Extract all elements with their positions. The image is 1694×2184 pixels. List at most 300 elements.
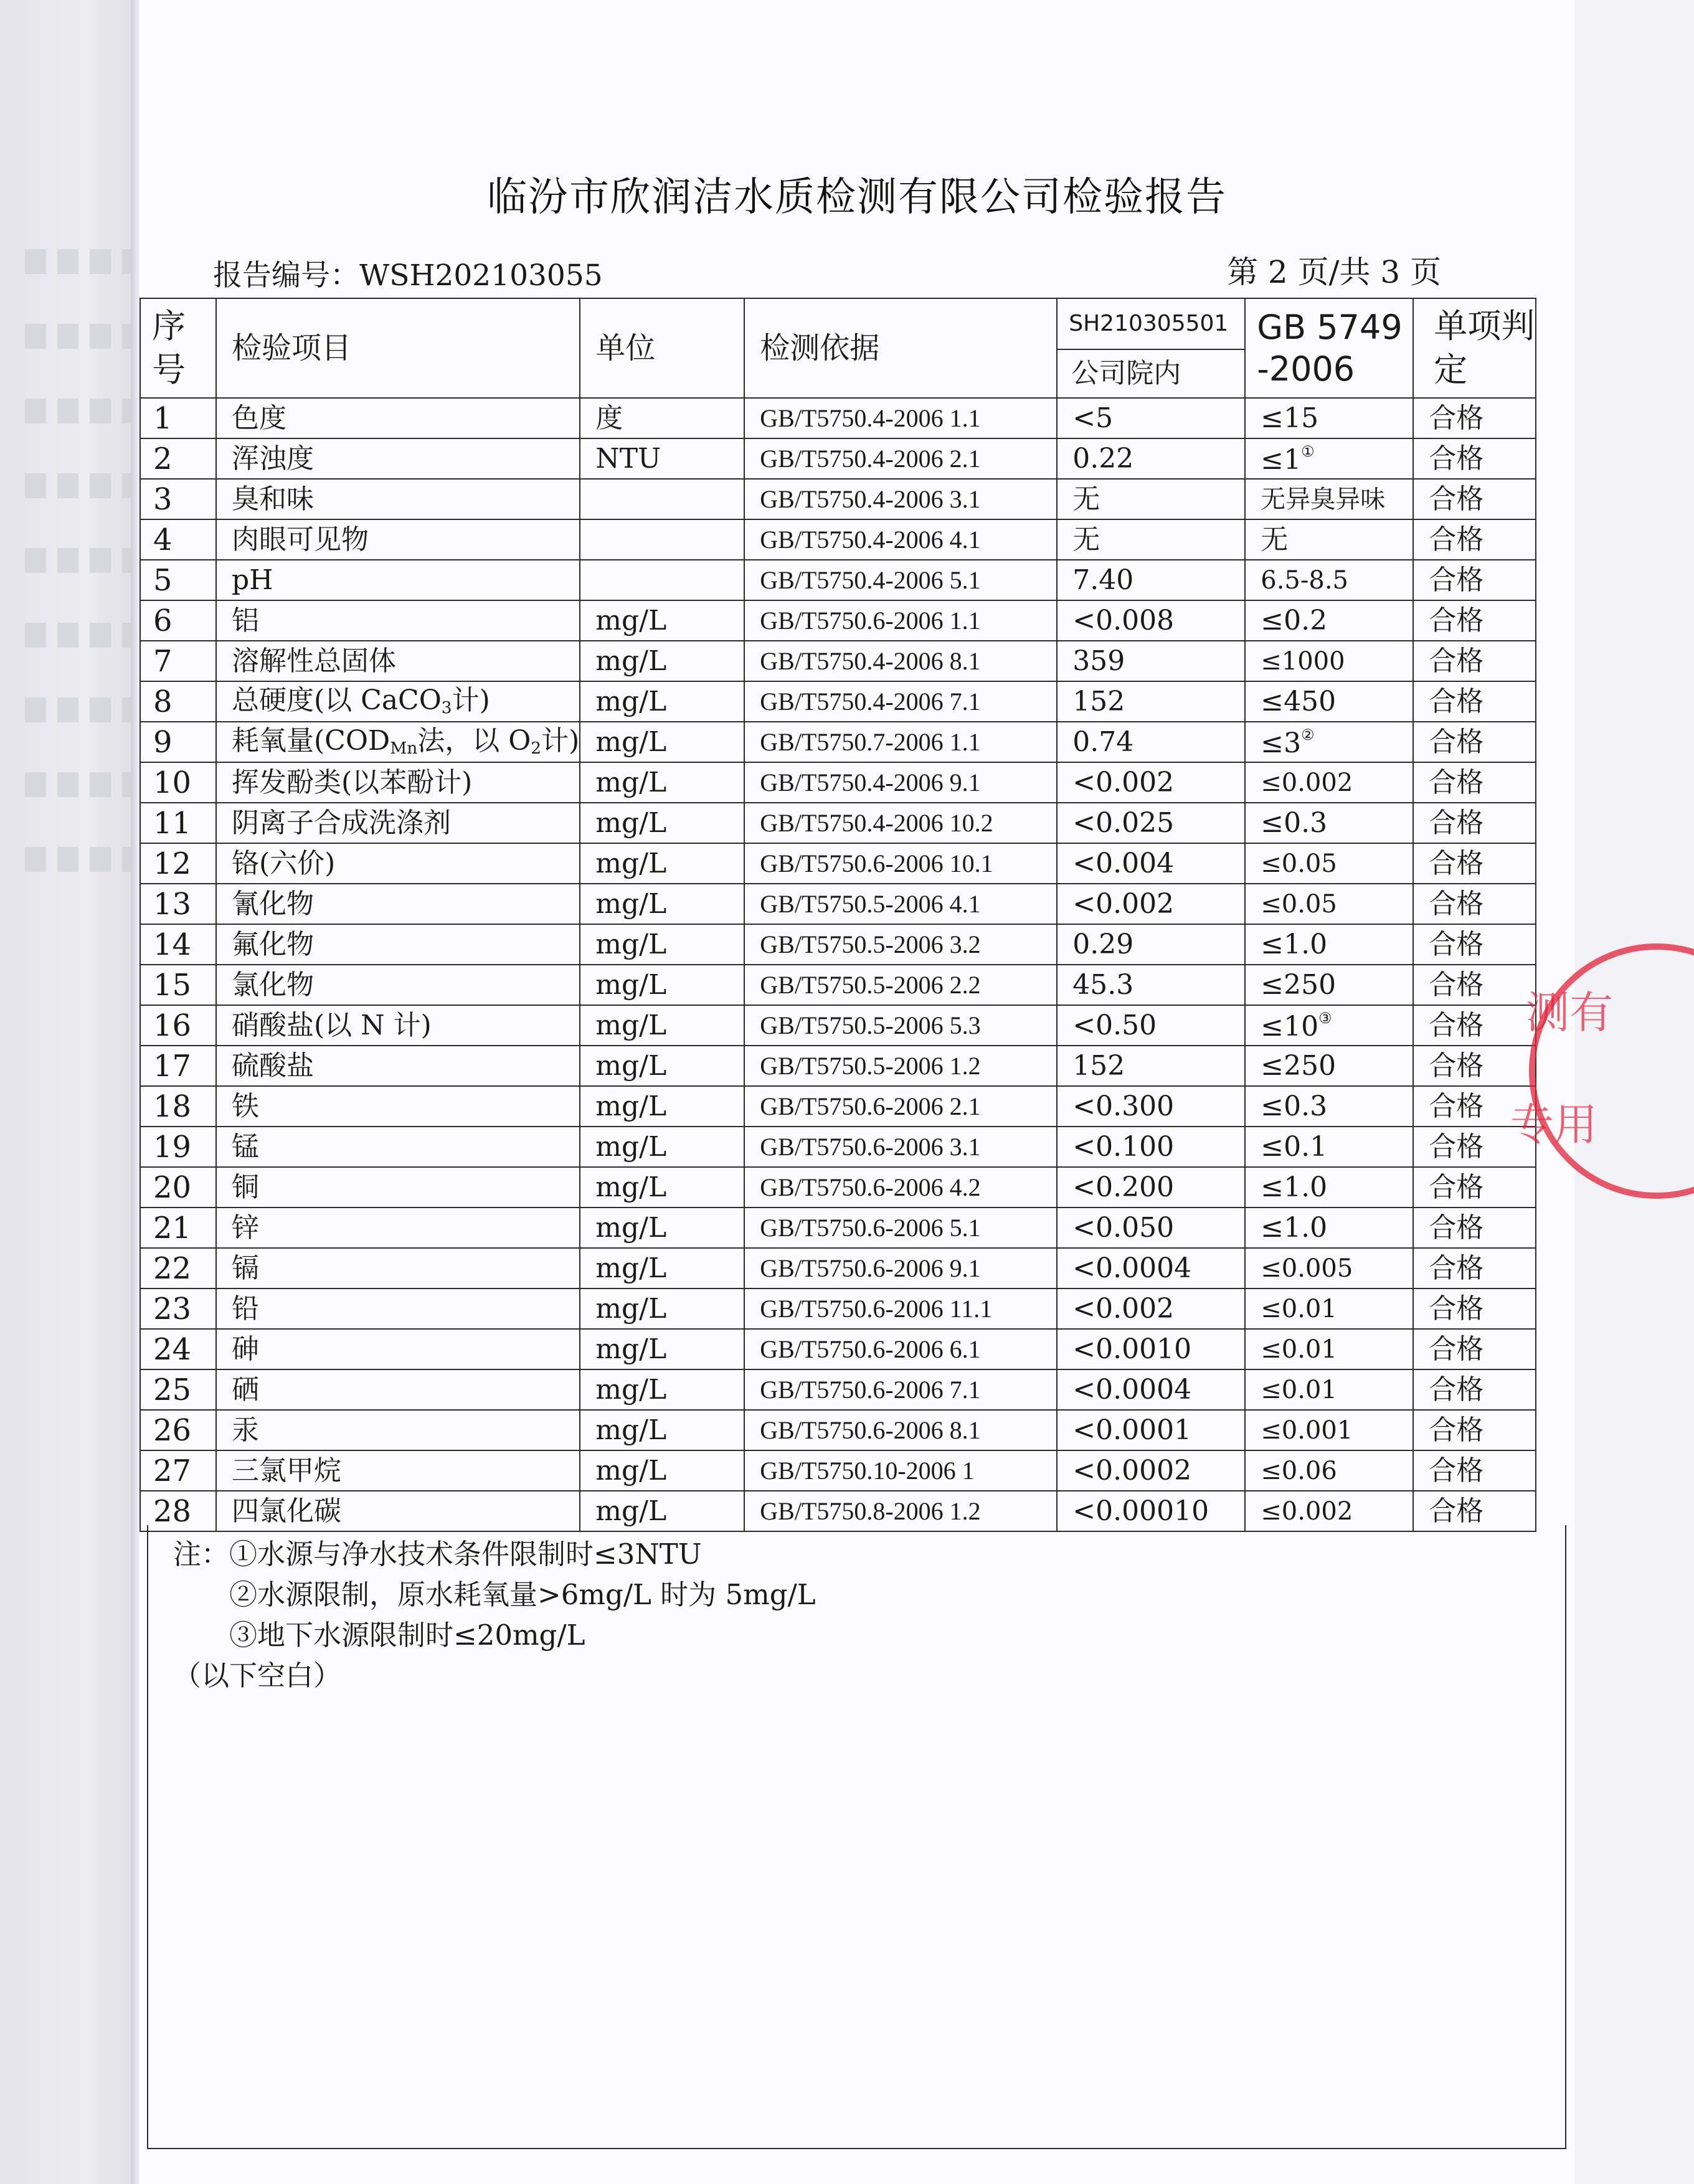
underlying-page-text: [25, 548, 131, 573]
row-number: 2: [140, 438, 216, 479]
underlying-page-text: [25, 399, 131, 423]
test-result: 7.40: [1057, 560, 1245, 600]
row-number: 19: [140, 1127, 216, 1167]
unit: [580, 479, 744, 519]
test-basis: GB/T5750.8-2006 1.2: [744, 1491, 1057, 1531]
item-name-item: 色度: [232, 402, 286, 434]
test-result: <0.300: [1057, 1086, 1245, 1127]
test-basis: GB/T5750.4-2006 2.1: [744, 438, 1057, 479]
standard-limit: [1245, 762, 1413, 803]
row-number: 17: [140, 1046, 216, 1086]
table-row: [140, 843, 1536, 884]
row-number: 6: [140, 600, 216, 641]
test-basis: GB/T5750.5-2006 4.1: [744, 884, 1057, 924]
unit: mg/L: [580, 1167, 744, 1208]
standard-limit: [1245, 1086, 1413, 1127]
table-row: [140, 398, 1536, 438]
test-basis: GB/T5750.5-2006 5.3: [744, 1005, 1057, 1046]
test-basis: GB/T5750.6-2006 10.1: [744, 843, 1057, 884]
row-number: 10: [140, 762, 216, 803]
limit-value: ≤0.005: [1261, 1254, 1353, 1283]
table-row: [140, 1248, 1536, 1288]
test-basis: GB/T5750.6-2006 3.1: [744, 1127, 1057, 1167]
item-name: [216, 398, 580, 438]
unit: mg/L: [580, 1288, 744, 1329]
unit: mg/L: [580, 965, 744, 1005]
limit-value: ≤15: [1261, 402, 1319, 434]
row-number: 20: [140, 1167, 216, 1208]
row-number: 16: [140, 1005, 216, 1046]
report-number: 报告编号：WSH202103055: [213, 258, 603, 293]
row-number: 1: [140, 398, 216, 438]
test-basis: GB/T5750.6-2006 2.1: [744, 1086, 1057, 1127]
test-basis: GB/T5750.6-2006 5.1: [744, 1208, 1057, 1248]
item-name-item-tail: 计): [452, 684, 490, 716]
limit-value: ≤0.05: [1261, 889, 1337, 919]
limit-value: ≤0.002: [1261, 1496, 1353, 1526]
unit: mg/L: [580, 1046, 744, 1086]
table-row: [140, 438, 1536, 479]
table-row: [140, 803, 1536, 843]
header-sample-id: SH210305501: [1057, 298, 1245, 349]
standard-limit: [1245, 722, 1413, 762]
item-name: [216, 1208, 580, 1248]
underlying-page-text: [25, 697, 131, 722]
row-number: 26: [140, 1410, 216, 1450]
seal-text-top: 测有: [1526, 987, 1613, 1038]
test-basis: GB/T5750.4-2006 8.1: [744, 641, 1057, 681]
unit: mg/L: [580, 1086, 744, 1127]
limit-value: 无异臭异味: [1261, 485, 1386, 514]
underlying-page-text: [25, 847, 131, 872]
limit-value: ≤1000: [1261, 646, 1345, 676]
limit-footnote-mark: ③: [1318, 1009, 1332, 1027]
table-row: [140, 519, 1536, 560]
test-result: <0.002: [1057, 1288, 1245, 1329]
unit: [580, 519, 744, 560]
header-unit: 单位: [580, 298, 744, 398]
item-name: [216, 803, 580, 843]
item-name: [216, 843, 580, 884]
verdict: 合格: [1413, 924, 1536, 965]
verdict: 合格: [1413, 884, 1536, 924]
page-fold-shadow: [131, 0, 140, 2184]
verdict: 合格: [1413, 1167, 1536, 1208]
unit: NTU: [580, 438, 744, 479]
row-number: 9: [140, 722, 216, 762]
standard-limit: [1245, 681, 1413, 722]
verdict: 合格: [1413, 1491, 1536, 1531]
item-name: [216, 1369, 580, 1410]
unit: mg/L: [580, 843, 744, 884]
item-name-item-sub: Mn: [390, 738, 418, 758]
test-result: <0.00010: [1057, 1491, 1245, 1531]
test-result: <0.002: [1057, 762, 1245, 803]
unit: mg/L: [580, 762, 744, 803]
verdict: 合格: [1413, 803, 1536, 843]
unit: mg/L: [580, 1450, 744, 1491]
verdict: 合格: [1413, 965, 1536, 1005]
item-name-item-sub: 3: [441, 697, 452, 717]
limit-value: ≤1.0: [1261, 1211, 1328, 1244]
unit: mg/L: [580, 641, 744, 681]
unit: mg/L: [580, 884, 744, 924]
item-name-item: 溶解性总固体: [232, 645, 396, 677]
item-name-item: 铜: [232, 1171, 259, 1203]
test-result: <0.100: [1057, 1127, 1245, 1167]
item-name: [216, 1167, 580, 1208]
table-row: [140, 1369, 1536, 1410]
test-basis: GB/T5750.4-2006 3.1: [744, 479, 1057, 519]
verdict: 合格: [1413, 1208, 1536, 1248]
row-number: 27: [140, 1450, 216, 1491]
item-name: [216, 1127, 580, 1167]
standard-limit: [1245, 965, 1413, 1005]
item-name-item: 氰化物: [232, 887, 314, 920]
note-2: ②水源限制，原水耗氧量>6mg/L 时为 5mg/L: [229, 1578, 816, 1611]
limit-value: ≤0.06: [1261, 1456, 1337, 1485]
header-standard: [1245, 298, 1413, 398]
unit: mg/L: [580, 1329, 744, 1369]
item-name: [216, 762, 580, 803]
seal-text-bottom: 专用: [1510, 1099, 1597, 1150]
test-result: <0.0001: [1057, 1410, 1245, 1450]
header-sample-location: 公司院内: [1057, 349, 1245, 398]
table-row: [140, 1127, 1536, 1167]
item-name-item: 耗氧量(COD: [232, 724, 390, 757]
test-basis: GB/T5750.4-2006 1.1: [744, 398, 1057, 438]
verdict: 合格: [1413, 398, 1536, 438]
note-3: ③地下水源限制时≤20mg/L: [229, 1619, 585, 1652]
item-name: [216, 438, 580, 479]
standard-limit: [1245, 884, 1413, 924]
underlying-page-text: [25, 249, 131, 274]
test-basis: GB/T5750.5-2006 3.2: [744, 924, 1057, 965]
test-result: 152: [1057, 681, 1245, 722]
item-name: [216, 1288, 580, 1329]
table-row: [140, 1005, 1536, 1046]
item-name-item: 浑浊度: [232, 442, 314, 475]
row-number: 11: [140, 803, 216, 843]
table-row: [140, 965, 1536, 1005]
verdict: 合格: [1413, 762, 1536, 803]
standard-limit: [1245, 1450, 1413, 1491]
limit-value: ≤0.05: [1261, 849, 1337, 878]
header-standard-line2: -2006: [1257, 349, 1355, 389]
item-name: [216, 1410, 580, 1450]
item-name-item: 肉眼可见物: [232, 523, 369, 555]
table-row: [140, 1450, 1536, 1491]
item-name-item: 挥发酚类(以苯酚计): [232, 766, 473, 798]
limit-value: ≤1: [1261, 443, 1302, 476]
test-basis: GB/T5750.4-2006 7.1: [744, 681, 1057, 722]
limit-footnote-mark: ①: [1301, 442, 1315, 460]
test-basis: GB/T5750.6-2006 9.1: [744, 1248, 1057, 1288]
limit-value: ≤450: [1261, 685, 1337, 717]
test-basis: GB/T5750.7-2006 1.1: [744, 722, 1057, 762]
table-row: [140, 1329, 1536, 1369]
item-name: [216, 519, 580, 560]
test-result: <0.002: [1057, 884, 1245, 924]
table-row: [140, 1288, 1536, 1329]
table-row: [140, 479, 1536, 519]
item-name: [216, 641, 580, 681]
limit-value: ≤0.1: [1261, 1130, 1328, 1163]
row-number: 3: [140, 479, 216, 519]
test-basis: GB/T5750.4-2006 10.2: [744, 803, 1057, 843]
table-row: [140, 1410, 1536, 1450]
header-basis: 检测依据: [744, 298, 1057, 398]
item-name: [216, 1086, 580, 1127]
test-basis: GB/T5750.6-2006 1.1: [744, 600, 1057, 641]
item-name-item: 阴离子合成洗涤剂: [232, 806, 451, 839]
unit: mg/L: [580, 1369, 744, 1410]
limit-value: ≤0.01: [1261, 1294, 1337, 1323]
item-name: [216, 965, 580, 1005]
item-name-item: 臭和味: [232, 483, 314, 515]
test-result: <0.004: [1057, 843, 1245, 884]
standard-limit: [1245, 1127, 1413, 1167]
unit: mg/L: [580, 924, 744, 965]
test-result: 152: [1057, 1046, 1245, 1086]
item-name-item-sub2: 2: [531, 738, 542, 758]
limit-value: ≤10: [1261, 1010, 1319, 1042]
unit: mg/L: [580, 1491, 744, 1531]
page-indicator: 第 2 页/共 3 页: [1227, 254, 1442, 290]
limit-value: ≤250: [1261, 1049, 1337, 1082]
test-result: <0.0004: [1057, 1369, 1245, 1410]
item-name: [216, 1046, 580, 1086]
unit: mg/L: [580, 1208, 744, 1248]
note-1: 注：①水源与净水技术条件限制时≤3NTU: [173, 1538, 702, 1571]
row-number: 18: [140, 1086, 216, 1127]
limit-value: ≤3: [1261, 727, 1302, 759]
test-result: <0.0004: [1057, 1248, 1245, 1288]
header-standard-line1: GB 5749: [1257, 307, 1403, 347]
item-name-item: 锌: [232, 1211, 259, 1244]
item-name: [216, 884, 580, 924]
standard-limit: [1245, 519, 1413, 560]
verdict: 合格: [1413, 1005, 1536, 1046]
underlying-page-text: [25, 473, 131, 498]
standard-limit: [1245, 1005, 1413, 1046]
test-basis: GB/T5750.6-2006 7.1: [744, 1369, 1057, 1410]
test-result: 45.3: [1057, 965, 1245, 1005]
item-name-item: 三氯甲烷: [232, 1454, 341, 1487]
table-row: [140, 722, 1536, 762]
table-row: [140, 884, 1536, 924]
verdict: 合格: [1413, 1369, 1536, 1410]
unit: 度: [580, 398, 744, 438]
item-name: [216, 1248, 580, 1288]
table-row: [140, 1046, 1536, 1086]
item-name-item: 锰: [232, 1130, 259, 1163]
table-row: [140, 762, 1536, 803]
item-name-item: 总硬度(以 CaCO: [232, 684, 442, 716]
item-name-item: 铬(六价): [232, 847, 336, 879]
item-name-item: 氟化物: [232, 928, 314, 960]
row-number: 7: [140, 641, 216, 681]
item-name-item-tail: 计): [541, 724, 580, 757]
verdict: 合格: [1413, 1410, 1536, 1450]
standard-limit: [1245, 1410, 1413, 1450]
standard-limit: [1245, 641, 1413, 681]
table-row: [140, 924, 1536, 965]
standard-limit: [1245, 560, 1413, 600]
test-result: 0.29: [1057, 924, 1245, 965]
verdict: 合格: [1413, 681, 1536, 722]
verdict: 合格: [1413, 1329, 1536, 1369]
row-number: 23: [140, 1288, 216, 1329]
unit: mg/L: [580, 1005, 744, 1046]
standard-limit: [1245, 843, 1413, 884]
limit-value: ≤1.0: [1261, 928, 1328, 960]
unit: [580, 560, 744, 600]
limit-value: ≤0.01: [1261, 1335, 1337, 1364]
row-number: 5: [140, 560, 216, 600]
verdict: 合格: [1413, 1288, 1536, 1329]
item-name-item: 四氯化碳: [232, 1495, 341, 1527]
row-number: 28: [140, 1491, 216, 1531]
test-basis: GB/T5750.6-2006 4.2: [744, 1167, 1057, 1208]
underlying-page-text: [25, 772, 131, 797]
item-name-item-mid: 法，以 O: [417, 724, 531, 757]
unit: mg/L: [580, 1248, 744, 1288]
header-index: 序号: [140, 298, 216, 398]
row-number: 8: [140, 681, 216, 722]
item-name: [216, 924, 580, 965]
limit-value: ≤0.001: [1261, 1416, 1353, 1445]
item-name-item: 硫酸盐: [232, 1049, 314, 1082]
test-result: <0.0010: [1057, 1329, 1245, 1369]
limit-value: ≤0.002: [1261, 768, 1353, 797]
inspection-table: [140, 298, 1536, 1532]
table-row: [140, 600, 1536, 641]
test-basis: GB/T5750.5-2006 1.2: [744, 1046, 1057, 1086]
item-name: [216, 1005, 580, 1046]
test-basis: GB/T5750.4-2006 4.1: [744, 519, 1057, 560]
test-basis: GB/T5750.6-2006 6.1: [744, 1329, 1057, 1369]
table-row: [140, 560, 1536, 600]
row-number: 13: [140, 884, 216, 924]
verdict: 合格: [1413, 560, 1536, 600]
test-result: 0.22: [1057, 438, 1245, 479]
row-number: 4: [140, 519, 216, 560]
header-verdict: 单项判定: [1413, 298, 1536, 398]
verdict: 合格: [1413, 722, 1536, 762]
table-row: [140, 641, 1536, 681]
unit: mg/L: [580, 803, 744, 843]
underlying-page-text: [25, 623, 131, 648]
item-name-item: 铅: [232, 1292, 259, 1325]
verdict: 合格: [1413, 843, 1536, 884]
row-number: 14: [140, 924, 216, 965]
row-number: 12: [140, 843, 216, 884]
item-name: [216, 560, 580, 600]
unit: mg/L: [580, 1410, 744, 1450]
table-row: [140, 681, 1536, 722]
row-number: 21: [140, 1208, 216, 1248]
standard-limit: [1245, 1369, 1413, 1410]
test-result: 无: [1057, 519, 1245, 560]
notes-area: [147, 1525, 1566, 2149]
underlying-page-text: [25, 324, 131, 349]
item-name-item: 铝: [232, 604, 259, 636]
item-name: [216, 479, 580, 519]
verdict: 合格: [1413, 519, 1536, 560]
verdict: 合格: [1413, 1046, 1536, 1086]
limit-value: ≤250: [1261, 968, 1337, 1001]
item-name-item: 镉: [232, 1252, 259, 1284]
test-result: <0.0002: [1057, 1450, 1245, 1491]
report-page: [140, 0, 1574, 2184]
standard-limit: [1245, 398, 1413, 438]
item-name-item: pH: [232, 564, 273, 596]
test-basis: GB/T5750.4-2006 9.1: [744, 762, 1057, 803]
standard-limit: [1245, 1046, 1413, 1086]
row-number: 25: [140, 1369, 216, 1410]
standard-limit: [1245, 438, 1413, 479]
item-name-item: 汞: [232, 1414, 259, 1446]
verdict: 合格: [1413, 438, 1536, 479]
limit-value: ≤0.3: [1261, 1090, 1328, 1122]
row-number: 22: [140, 1248, 216, 1288]
item-name: [216, 681, 580, 722]
verdict: 合格: [1413, 1248, 1536, 1288]
table-row: [140, 1086, 1536, 1127]
limit-value: ≤0.3: [1261, 806, 1328, 839]
test-basis: GB/T5750.10-2006 1: [744, 1450, 1057, 1491]
test-basis: GB/T5750.6-2006 8.1: [744, 1410, 1057, 1450]
test-basis: GB/T5750.4-2006 5.1: [744, 560, 1057, 600]
test-result: <0.050: [1057, 1208, 1245, 1248]
table-row: [140, 1167, 1536, 1208]
standard-limit: [1245, 1248, 1413, 1288]
note-4: （以下空白）: [173, 1659, 342, 1692]
verdict: 合格: [1413, 479, 1536, 519]
test-result: 359: [1057, 641, 1245, 681]
test-result: <0.200: [1057, 1167, 1245, 1208]
unit: mg/L: [580, 600, 744, 641]
table-row: [140, 1208, 1536, 1248]
test-result: <0.025: [1057, 803, 1245, 843]
standard-limit: [1245, 803, 1413, 843]
test-basis: GB/T5750.6-2006 11.1: [744, 1288, 1057, 1329]
limit-value: 无: [1261, 523, 1289, 555]
standard-limit: [1245, 1329, 1413, 1369]
item-name-item: 砷: [232, 1333, 259, 1365]
row-number: 24: [140, 1329, 216, 1369]
item-name: [216, 1450, 580, 1491]
verdict: 合格: [1413, 1086, 1536, 1127]
test-result: <0.008: [1057, 600, 1245, 641]
item-name: [216, 600, 580, 641]
standard-limit: [1245, 1208, 1413, 1248]
verdict: 合格: [1413, 1450, 1536, 1491]
limit-footnote-mark: ②: [1301, 726, 1315, 744]
header-item: 检验项目: [216, 298, 580, 398]
limit-value: ≤0.01: [1261, 1375, 1337, 1404]
test-result: 无: [1057, 479, 1245, 519]
standard-limit: [1245, 924, 1413, 965]
unit: mg/L: [580, 722, 744, 762]
verdict: 合格: [1413, 600, 1536, 641]
standard-limit: [1245, 1288, 1413, 1329]
test-result: <5: [1057, 398, 1245, 438]
limit-value: 6.5-8.5: [1261, 565, 1348, 595]
item-name: [216, 722, 580, 762]
test-basis: GB/T5750.5-2006 2.2: [744, 965, 1057, 1005]
